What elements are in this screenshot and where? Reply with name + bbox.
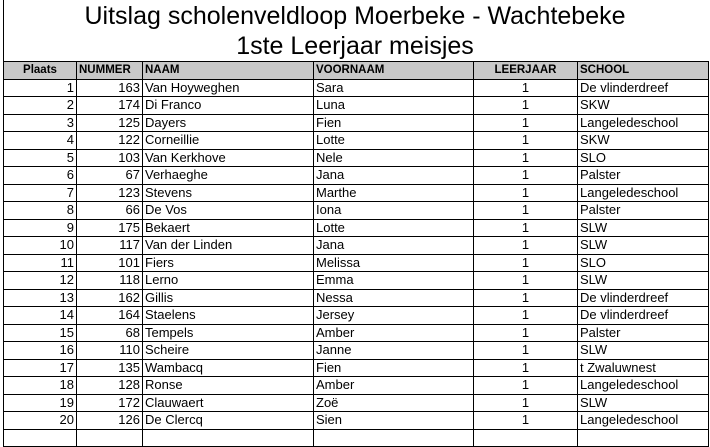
cell-school: SLO xyxy=(578,149,709,167)
cell-school: SLW xyxy=(578,237,709,255)
table-row xyxy=(4,289,709,307)
cell-naam: Corneillie xyxy=(143,132,314,150)
cell-voornaam: Luna xyxy=(314,97,474,115)
cell-plaats: 6 xyxy=(4,167,77,185)
cell-nummer: 125 xyxy=(77,114,143,132)
cell-voornaam: Jana xyxy=(314,237,474,255)
cell-school: Langeledeschool xyxy=(578,114,709,132)
cell-leerjaar: 1 xyxy=(474,237,578,255)
table-row xyxy=(4,412,709,430)
cell-plaats: 7 xyxy=(4,184,77,202)
cell-voornaam: Emma xyxy=(314,272,474,290)
cell-voornaam: Zoë xyxy=(314,394,474,412)
table-row xyxy=(4,394,709,412)
cell-empty xyxy=(578,429,709,447)
table-row xyxy=(4,237,709,255)
cell-school: Langeledeschool xyxy=(578,184,709,202)
table-row xyxy=(4,184,709,202)
table-row xyxy=(4,272,709,290)
header-school: SCHOOL xyxy=(578,62,709,80)
table-row xyxy=(4,377,709,395)
cell-leerjaar: 1 xyxy=(474,202,578,220)
cell-nummer: 66 xyxy=(77,202,143,220)
cell-voornaam: Iona xyxy=(314,202,474,220)
cell-naam: Verhaeghe xyxy=(143,167,314,185)
cell-plaats: 5 xyxy=(4,149,77,167)
cell-school: De vlinderdreef xyxy=(578,289,709,307)
table-row xyxy=(4,324,709,342)
cell-school: Palster xyxy=(578,324,709,342)
cell-naam: Dayers xyxy=(143,114,314,132)
cell-voornaam: Jersey xyxy=(314,307,474,325)
cell-plaats: 18 xyxy=(4,377,77,395)
table-row xyxy=(4,114,709,132)
cell-naam: Di Franco xyxy=(143,97,314,115)
cell-naam: Ronse xyxy=(143,377,314,395)
cell-leerjaar: 1 xyxy=(474,324,578,342)
cell-school: SLO xyxy=(578,254,709,272)
cell-leerjaar: 1 xyxy=(474,97,578,115)
cell-plaats: 2 xyxy=(4,97,77,115)
results-table xyxy=(3,61,709,447)
cell-plaats: 9 xyxy=(4,219,77,237)
cell-school: De vlinderdreef xyxy=(578,79,709,97)
header-naam: NAAM xyxy=(143,62,314,80)
cell-nummer: 163 xyxy=(77,79,143,97)
cell-empty xyxy=(314,429,474,447)
header-voornaam: VOORNAAM xyxy=(314,62,474,80)
cell-plaats: 3 xyxy=(4,114,77,132)
page-title: Uitslag scholenveldloop Moerbeke - Wachtebeke xyxy=(84,2,626,30)
cell-leerjaar: 1 xyxy=(474,359,578,377)
cell-nummer: 118 xyxy=(77,272,143,290)
cell-leerjaar: 1 xyxy=(474,114,578,132)
cell-naam: Scheire xyxy=(143,342,314,360)
cell-leerjaar: 1 xyxy=(474,289,578,307)
cell-voornaam: Nele xyxy=(314,149,474,167)
cell-plaats: 20 xyxy=(4,412,77,430)
table-row xyxy=(4,167,709,185)
cell-nummer: 117 xyxy=(77,237,143,255)
cell-nummer: 135 xyxy=(77,359,143,377)
cell-plaats: 10 xyxy=(4,237,77,255)
cell-school: Langeledeschool xyxy=(578,412,709,430)
cell-plaats: 14 xyxy=(4,307,77,325)
cell-voornaam: Sara xyxy=(314,79,474,97)
cell-school: t Zwaluwnest xyxy=(578,359,709,377)
cell-leerjaar: 1 xyxy=(474,184,578,202)
cell-empty xyxy=(77,429,143,447)
header-plaats: Plaats xyxy=(4,62,77,80)
cell-leerjaar: 1 xyxy=(474,219,578,237)
cell-naam: Van Kerkhove xyxy=(143,149,314,167)
cell-voornaam: Marthe xyxy=(314,184,474,202)
cell-empty xyxy=(474,429,578,447)
cell-school: Palster xyxy=(578,202,709,220)
cell-naam: De Vos xyxy=(143,202,314,220)
cell-voornaam: Fien xyxy=(314,114,474,132)
cell-plaats: 16 xyxy=(4,342,77,360)
cell-naam: Lerno xyxy=(143,272,314,290)
cell-naam: Van der Linden xyxy=(143,237,314,255)
cell-school: SLW xyxy=(578,394,709,412)
cell-leerjaar: 1 xyxy=(474,167,578,185)
cell-naam: Fiers xyxy=(143,254,314,272)
table-row xyxy=(4,359,709,377)
cell-plaats: 4 xyxy=(4,132,77,150)
table-row xyxy=(4,79,709,97)
cell-voornaam: Fien xyxy=(314,359,474,377)
cell-plaats: 1 xyxy=(4,79,77,97)
cell-nummer: 67 xyxy=(77,167,143,185)
cell-nummer: 162 xyxy=(77,289,143,307)
cell-leerjaar: 1 xyxy=(474,377,578,395)
cell-leerjaar: 1 xyxy=(474,132,578,150)
cell-nummer: 103 xyxy=(77,149,143,167)
table-row xyxy=(4,219,709,237)
cell-voornaam: Sien xyxy=(314,412,474,430)
cell-school: Palster xyxy=(578,167,709,185)
cell-voornaam: Melissa xyxy=(314,254,474,272)
cell-naam: Gillis xyxy=(143,289,314,307)
cell-school: Langeledeschool xyxy=(578,377,709,395)
cell-voornaam: Amber xyxy=(314,324,474,342)
cell-voornaam: Amber xyxy=(314,377,474,395)
cell-leerjaar: 1 xyxy=(474,412,578,430)
cell-leerjaar: 1 xyxy=(474,149,578,167)
cell-empty xyxy=(143,429,314,447)
cell-leerjaar: 1 xyxy=(474,394,578,412)
cell-naam: Van Hoyweghen xyxy=(143,79,314,97)
table-row xyxy=(4,97,709,115)
cell-nummer: 101 xyxy=(77,254,143,272)
cell-naam: Clauwaert xyxy=(143,394,314,412)
cell-plaats: 17 xyxy=(4,359,77,377)
cell-plaats: 19 xyxy=(4,394,77,412)
cell-school: De vlinderdreef xyxy=(578,307,709,325)
cell-nummer: 123 xyxy=(77,184,143,202)
cell-plaats: 11 xyxy=(4,254,77,272)
table-row xyxy=(4,202,709,220)
cell-school: SLW xyxy=(578,219,709,237)
cell-plaats: 8 xyxy=(4,202,77,220)
cell-school: SLW xyxy=(578,342,709,360)
cell-nummer: 128 xyxy=(77,377,143,395)
cell-school: SKW xyxy=(578,97,709,115)
table-row xyxy=(4,307,709,325)
cell-leerjaar: 1 xyxy=(474,272,578,290)
cell-naam: Bekaert xyxy=(143,219,314,237)
header-leerjaar: LEERJAAR xyxy=(474,62,578,80)
cell-nummer: 175 xyxy=(77,219,143,237)
cell-naam: Stevens xyxy=(143,184,314,202)
header-nummer: NUMMER xyxy=(77,62,143,80)
page-subtitle: 1ste Leerjaar meisjes xyxy=(236,32,474,60)
cell-leerjaar: 1 xyxy=(474,79,578,97)
cell-leerjaar: 1 xyxy=(474,254,578,272)
cell-plaats: 13 xyxy=(4,289,77,307)
cell-school: SKW xyxy=(578,132,709,150)
cell-naam: Tempels xyxy=(143,324,314,342)
table-row xyxy=(4,254,709,272)
cell-nummer: 172 xyxy=(77,394,143,412)
cell-nummer: 126 xyxy=(77,412,143,430)
cell-voornaam: Nessa xyxy=(314,289,474,307)
cell-voornaam: Lotte xyxy=(314,132,474,150)
table-header-row xyxy=(4,62,709,80)
cell-naam: De Clercq xyxy=(143,412,314,430)
cell-naam: Wambacq xyxy=(143,359,314,377)
cell-nummer: 110 xyxy=(77,342,143,360)
cell-nummer: 68 xyxy=(77,324,143,342)
cell-plaats: 15 xyxy=(4,324,77,342)
cell-voornaam: Jana xyxy=(314,167,474,185)
table-row xyxy=(4,149,709,167)
table-row-empty xyxy=(4,429,709,447)
cell-empty xyxy=(4,429,77,447)
cell-plaats: 12 xyxy=(4,272,77,290)
table-row xyxy=(4,132,709,150)
cell-nummer: 164 xyxy=(77,307,143,325)
table-row xyxy=(4,342,709,360)
cell-voornaam: Lotte xyxy=(314,219,474,237)
cell-school: SLW xyxy=(578,272,709,290)
cell-nummer: 122 xyxy=(77,132,143,150)
cell-leerjaar: 1 xyxy=(474,307,578,325)
cell-naam: Staelens xyxy=(143,307,314,325)
cell-leerjaar: 1 xyxy=(474,342,578,360)
cell-voornaam: Janne xyxy=(314,342,474,360)
cell-nummer: 174 xyxy=(77,97,143,115)
